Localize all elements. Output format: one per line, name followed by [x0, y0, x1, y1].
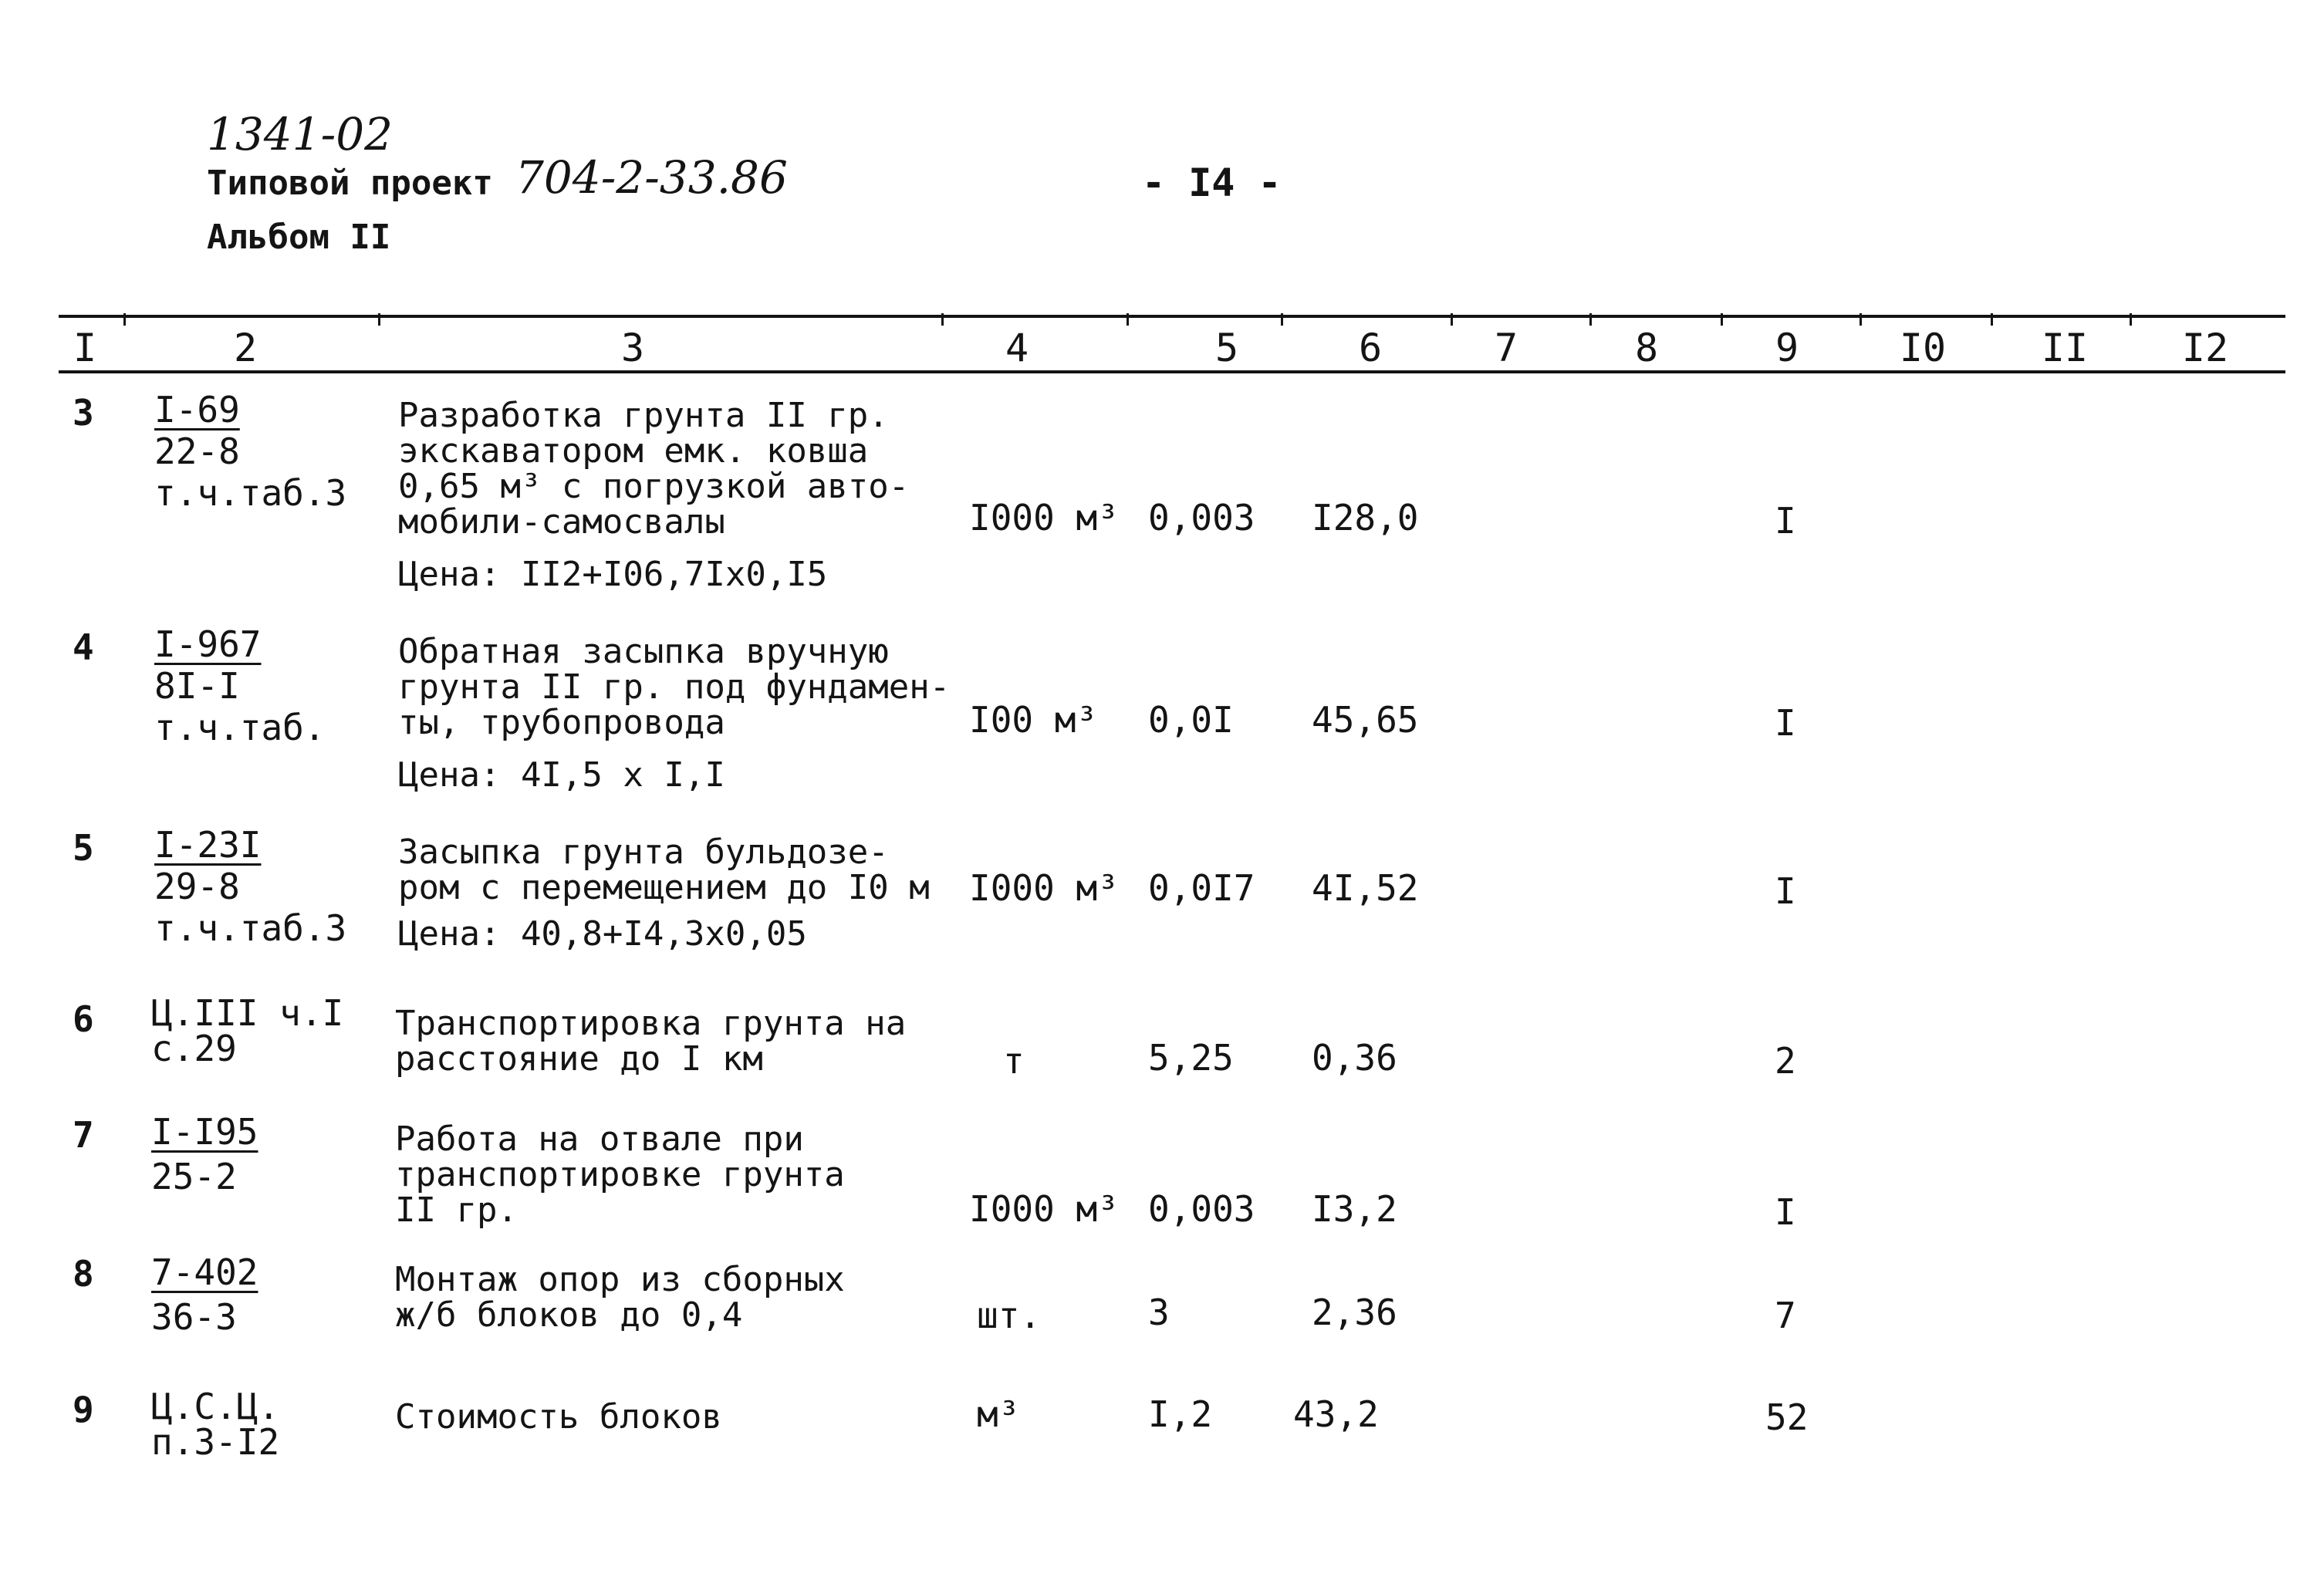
table-top-rule [59, 315, 2285, 318]
pricing-code [151, 1386, 280, 1463]
description-line: ты, трубопровода [398, 703, 725, 742]
col9-cell: 7 [1775, 1295, 1796, 1336]
col9-cell: 2 [1775, 1040, 1796, 1082]
work-description [398, 634, 950, 793]
description-line: Монтаж опор из сборных [395, 1260, 845, 1299]
code-secondary: 25-2 [151, 1156, 237, 1197]
column-header: 5 [1214, 326, 1239, 370]
quantity-cell: 5,25 [1148, 1037, 1234, 1079]
column-divider-tick [2130, 313, 2132, 326]
table-header-rule [59, 370, 2285, 373]
rate-cell: 0,36 [1312, 1037, 1397, 1079]
work-description [395, 1119, 845, 1230]
album-label: Альбом II [207, 218, 391, 257]
column-header: 4 [1005, 326, 1029, 370]
pricing-code [151, 1108, 258, 1200]
rate-cell: 43,2 [1293, 1393, 1379, 1435]
unit-cell: I00 м³ [969, 699, 1098, 741]
work-description [398, 398, 909, 593]
work-description [395, 1397, 722, 1437]
row-number: 4 [73, 626, 94, 668]
code-secondary: с.29 [151, 1028, 237, 1069]
code-secondary: п.3-I2 [151, 1421, 280, 1463]
price-formula: Цена: II2+I06,7Iх0,I5 [398, 555, 828, 594]
work-description [395, 1262, 845, 1333]
rate-cell: 45,65 [1312, 699, 1419, 741]
quantity-cell: I,2 [1148, 1393, 1213, 1435]
rate-cell: 4I,52 [1312, 867, 1419, 909]
code-primary: I-69 [154, 389, 240, 431]
code-table-ref: т.ч.таб.3 [154, 472, 347, 514]
column-header: 9 [1775, 326, 1799, 370]
work-description [395, 1006, 906, 1077]
code-primary: Ц.III ч.I [151, 992, 344, 1034]
quantity-cell: 0,003 [1148, 1188, 1255, 1230]
column-divider-tick [1281, 313, 1283, 326]
description-line: мобили-самосвалы [398, 502, 725, 542]
pricing-code [151, 1248, 258, 1341]
description-line: Засыпка грунта бульдозе- [398, 832, 889, 872]
description-line: экскаватором емк. ковша [398, 431, 869, 471]
description-line: Обратная засыпка вручную [398, 632, 889, 671]
description-line: II гр. [395, 1190, 518, 1230]
description-line: 0,65 м³ с погрузкой авто- [398, 467, 910, 506]
page-number: - I4 - [1142, 160, 1282, 205]
column-header: I [73, 326, 97, 370]
unit-cell: т [1003, 1040, 1025, 1082]
description-line: расстояние до I км [395, 1039, 763, 1079]
column-header: 8 [1634, 326, 1659, 370]
row-number: 9 [73, 1389, 94, 1430]
col9-cell: I [1775, 1191, 1796, 1233]
code-table-ref: т.ч.таб.3 [154, 907, 347, 949]
code-secondary: 8I-I [154, 665, 240, 707]
column-header: 6 [1358, 326, 1383, 370]
unit-cell: I000 м³ [969, 497, 1119, 539]
rate-cell: I28,0 [1312, 497, 1419, 539]
description-line: транспортировке грунта [395, 1155, 845, 1194]
unit-cell: м³ [977, 1393, 1020, 1435]
code-primary: I-I95 [151, 1111, 258, 1153]
description-line: ром с перемещением до I0 м [398, 868, 930, 907]
unit-cell: I000 м³ [969, 1188, 1119, 1230]
code-primary: I-967 [154, 623, 262, 665]
pricing-code [154, 821, 346, 952]
col9-cell: 52 [1765, 1396, 1809, 1438]
pricing-code [151, 992, 344, 1069]
column-header: 7 [1494, 326, 1518, 370]
column-header: 3 [620, 326, 645, 370]
column-divider-tick [1589, 313, 1592, 326]
work-description [398, 832, 930, 954]
rate-cell: 2,36 [1312, 1292, 1397, 1333]
column-divider-tick [378, 313, 380, 326]
unit-cell: шт. [977, 1295, 1042, 1336]
quantity-cell: 0,003 [1148, 497, 1255, 539]
column-divider-tick [1127, 313, 1129, 326]
code-secondary: 29-8 [154, 866, 240, 907]
description-line: Транспортировка грунта на [395, 1004, 907, 1043]
price-formula: Цена: 40,8+I4,3х0,05 [398, 914, 807, 954]
code-primary: Ц.С.Ц. [151, 1386, 280, 1427]
quantity-cell: 0,0I [1148, 699, 1234, 741]
column-header: 2 [233, 326, 258, 370]
project-label: Типовой проект [207, 164, 493, 203]
document-code: 1341-02 [207, 108, 394, 160]
unit-cell: I000 м³ [969, 867, 1119, 909]
row-number: 8 [73, 1253, 94, 1295]
column-header: I2 [2181, 326, 2229, 370]
col9-cell: I [1775, 870, 1796, 912]
column-divider-tick [1860, 313, 1862, 326]
pricing-code [154, 620, 326, 751]
price-formula: Цена: 4I,5 х I,I [398, 755, 725, 795]
column-divider-tick [1991, 313, 1993, 326]
description-line: Разработка грунта II гр. [398, 396, 889, 435]
column-divider-tick [941, 313, 944, 326]
description-line: ж/б блоков до 0,4 [395, 1295, 743, 1335]
project-number: 704-2-33.86 [515, 151, 788, 204]
row-number: 7 [73, 1114, 94, 1156]
row-number: 3 [73, 392, 94, 434]
rate-cell: I3,2 [1312, 1188, 1397, 1230]
code-primary: I-23I [154, 824, 262, 866]
description-line: Стоимость блоков [395, 1397, 722, 1437]
column-divider-tick [1721, 313, 1723, 326]
column-header: I0 [1899, 326, 1947, 370]
quantity-cell: 0,0I7 [1148, 867, 1255, 909]
description-line: грунта II гр. под фундамен- [398, 667, 951, 707]
row-number: 6 [73, 998, 94, 1040]
row-number: 5 [73, 827, 94, 869]
code-primary: 7-402 [151, 1251, 258, 1293]
code-secondary: 22-8 [154, 431, 240, 472]
description-line: Работа на отвале при [395, 1119, 804, 1159]
quantity-cell: 3 [1148, 1292, 1170, 1333]
column-header: II [2041, 326, 2089, 370]
code-table-ref: т.ч.таб. [154, 707, 326, 748]
col9-cell: I [1775, 702, 1796, 744]
code-secondary: 36-3 [151, 1296, 237, 1338]
pricing-code [154, 386, 346, 517]
col9-cell: I [1775, 500, 1796, 542]
column-divider-tick [1451, 313, 1453, 326]
column-divider-tick [123, 313, 126, 326]
